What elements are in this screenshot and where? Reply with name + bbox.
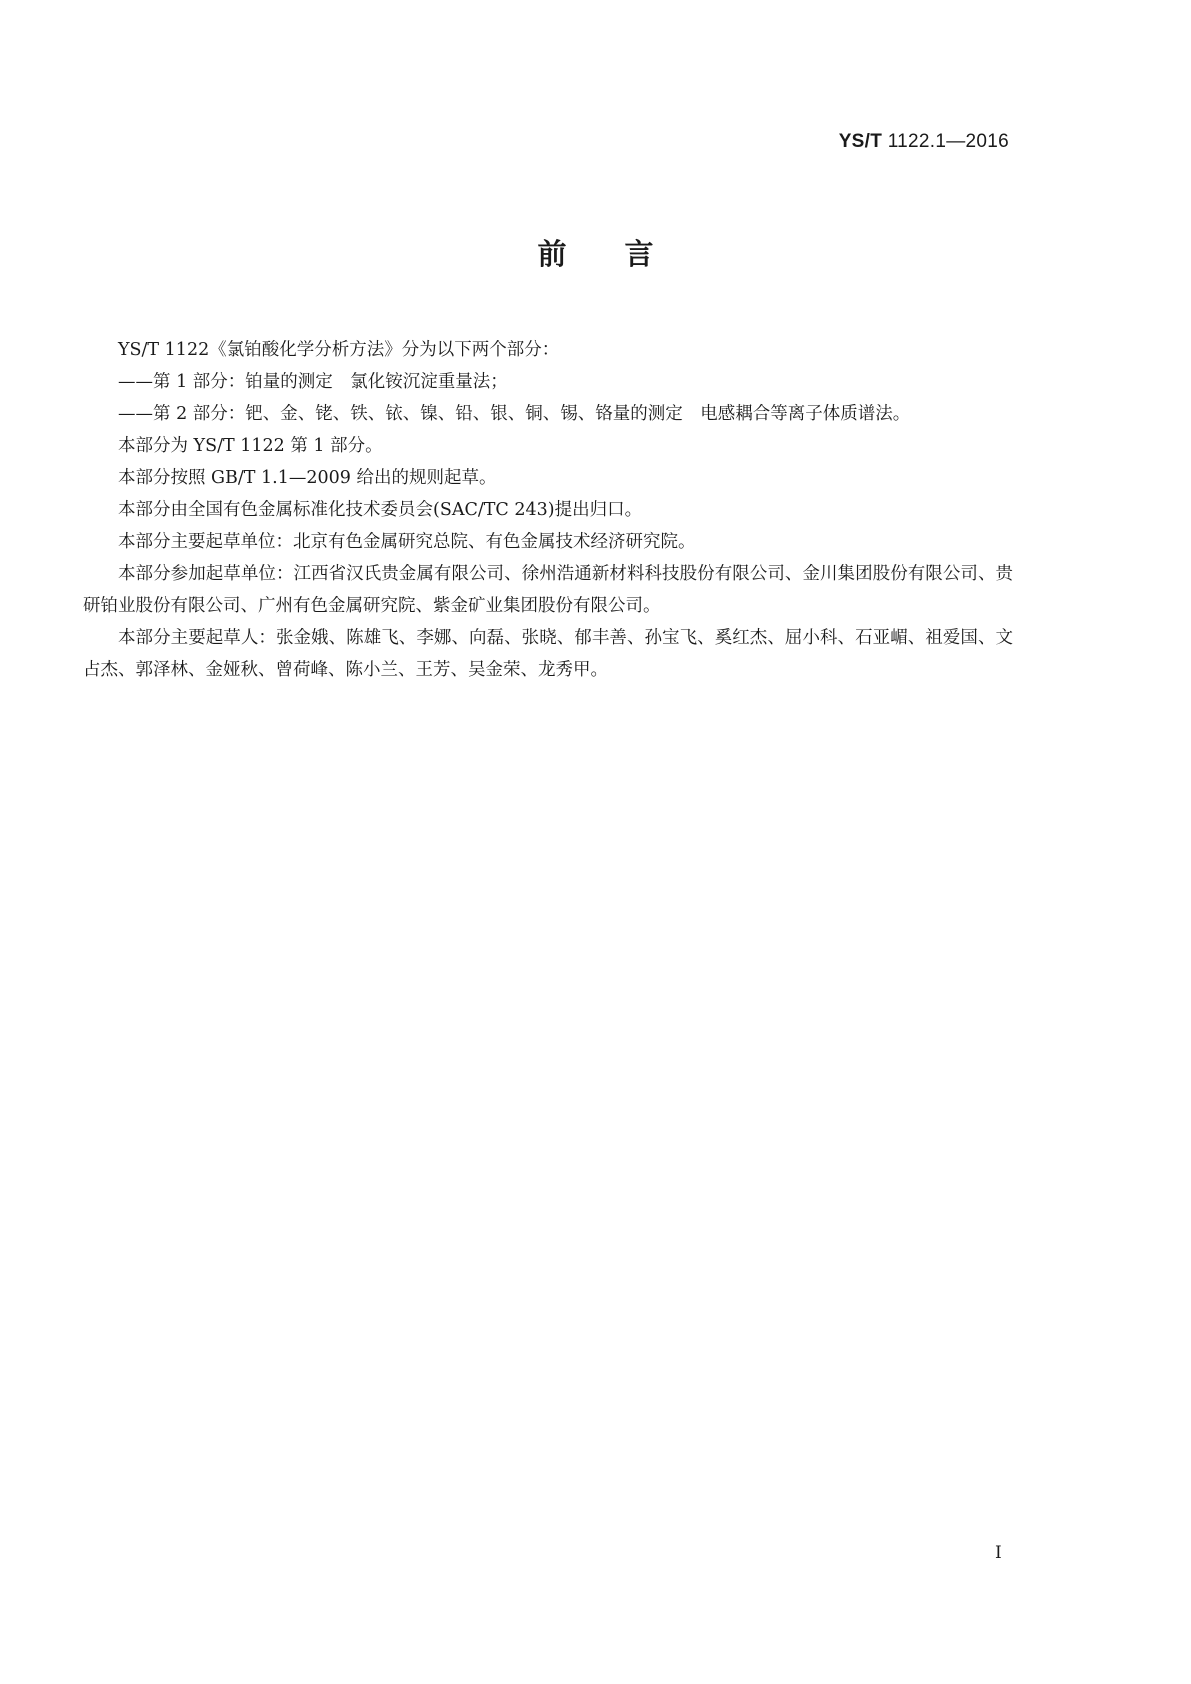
title-char-1: 前 bbox=[537, 237, 567, 271]
paragraph-main-drafting-units: 本部分主要起草单位：北京有色金属研究总院、有色金属技术经济研究院。 bbox=[118, 532, 696, 552]
standard-code-header bbox=[839, 131, 1009, 153]
standard-code-prefix: YS/T bbox=[838, 131, 883, 152]
paragraph-participating-units: 本部分参加起草单位：江西省汉氏贵金属有限公司、徐州浩通新材料科技股份有限公司、金川集团股份有限公司、贵研铂业股份有限公司、广州有色金属研究院、紫金矿业集团股份有限公司。 bbox=[83, 564, 1013, 616]
preface-body bbox=[83, 334, 1013, 686]
title-char-2: 言 bbox=[624, 237, 654, 271]
page-title bbox=[0, 232, 1191, 273]
paragraph-main-drafters: 本部分主要起草人：张金娥、陈雄飞、李娜、向磊、张晓、郁丰善、孙宝飞、奚红杰、屈小科、石亚嵋、祖爱国、文占杰、郭泽林、金娅秋、曾荷峰、陈小兰、王芳、吴金荣、龙秀甲。 bbox=[83, 628, 1013, 680]
page-number: I bbox=[995, 1543, 1002, 1563]
list-item-part-1: ——第 1 部分：铂量的测定 氯化铵沉淀重量法； bbox=[118, 372, 508, 392]
paragraph-parts-intro: YS/T 1122《氯铂酸化学分析方法》分为以下两个部分： bbox=[118, 340, 560, 360]
paragraph-drafting-rules: 本部分按照 GB/T 1.1—2009 给出的规则起草。 bbox=[118, 468, 497, 488]
paragraph-proposed-by: 本部分由全国有色金属标准化技术委员会(SAC/TC 243)提出归口。 bbox=[118, 500, 643, 520]
list-item-part-2: ——第 2 部分：钯、金、铑、铁、铱、镍、铅、银、铜、锡、铬量的测定 电感耦合等离子体质谱法。 bbox=[118, 404, 911, 424]
standard-code-number: 1122.1—2016 bbox=[887, 131, 1009, 152]
paragraph-part-statement: 本部分为 YS/T 1122 第 1 部分。 bbox=[118, 436, 383, 456]
